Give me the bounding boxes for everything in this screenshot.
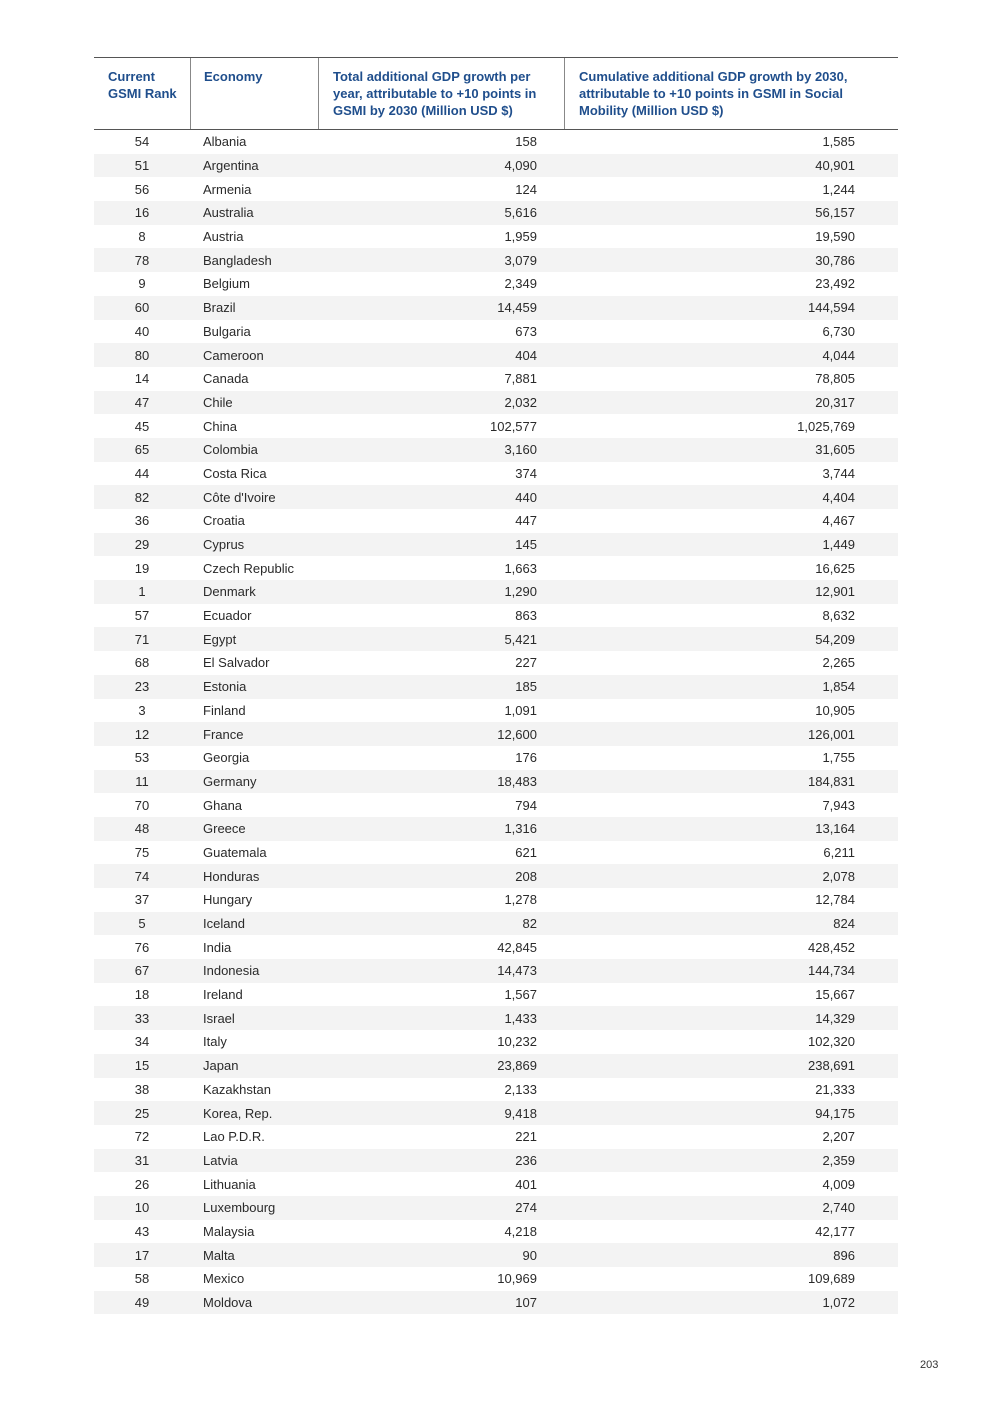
cell-economy: Chile: [203, 394, 233, 410]
table-row: [94, 746, 898, 770]
cell-rank: 51: [134, 158, 150, 174]
cell-cumulative-gdp: 6,211: [823, 844, 855, 860]
cell-annual-gdp: 1,663: [504, 560, 537, 576]
cell-cumulative-gdp: 54,209: [815, 631, 855, 647]
cell-annual-gdp: 274: [515, 1200, 537, 1216]
cell-annual-gdp: 4,218: [504, 1223, 537, 1239]
cell-cumulative-gdp: 13,164: [815, 821, 855, 837]
cell-cumulative-gdp: 7,943: [822, 797, 855, 813]
cell-annual-gdp: 221: [515, 1129, 537, 1145]
cell-cumulative-gdp: 1,854: [822, 679, 855, 695]
cell-cumulative-gdp: 4,044: [822, 347, 855, 363]
cell-rank: 23: [134, 679, 150, 695]
header-economy: Economy: [191, 58, 319, 129]
cell-cumulative-gdp: 23,492: [815, 276, 855, 292]
cell-cumulative-gdp: 102,320: [808, 1034, 855, 1050]
cell-cumulative-gdp: 16,625: [815, 560, 855, 576]
cell-economy: Côte d'Ivoire: [203, 489, 276, 505]
cell-annual-gdp: 1,278: [504, 892, 537, 908]
cell-cumulative-gdp: 4,404: [822, 489, 855, 505]
table-row: [94, 1030, 898, 1054]
cell-cumulative-gdp: 1,449: [822, 537, 855, 553]
cell-cumulative-gdp: 144,594: [808, 300, 855, 316]
cell-economy: Ecuador: [203, 608, 252, 624]
cell-rank: 37: [134, 892, 150, 908]
cell-annual-gdp: 10,969: [497, 1271, 537, 1287]
cell-annual-gdp: 12,600: [497, 726, 537, 742]
cell-rank: 72: [134, 1129, 150, 1145]
cell-annual-gdp: 1,433: [504, 1010, 537, 1026]
cell-rank: 3: [138, 702, 146, 718]
cell-cumulative-gdp: 896: [833, 1247, 855, 1263]
cell-cumulative-gdp: 12,784: [815, 892, 855, 908]
cell-rank: 19: [134, 560, 150, 576]
cell-rank: 48: [134, 821, 150, 837]
table-row: [94, 533, 898, 557]
cell-annual-gdp: 5,421: [504, 631, 537, 647]
cell-cumulative-gdp: 1,025,769: [797, 418, 855, 434]
cell-economy: Latvia: [203, 1152, 238, 1168]
cell-rank: 34: [134, 1034, 150, 1050]
cell-cumulative-gdp: 126,001: [808, 726, 855, 742]
cell-cumulative-gdp: 2,740: [822, 1200, 855, 1216]
table-row: [94, 1267, 898, 1291]
cell-rank: 18: [134, 987, 150, 1003]
cell-economy: Israel: [203, 1010, 235, 1026]
cell-annual-gdp: 447: [515, 513, 537, 529]
cell-economy: Cameroon: [203, 347, 264, 363]
cell-economy: Indonesia: [203, 963, 260, 979]
cell-rank: 10: [134, 1200, 150, 1216]
cell-annual-gdp: 3,160: [504, 442, 537, 458]
cell-rank: 33: [134, 1010, 150, 1026]
gdp-growth-table: [94, 57, 898, 1314]
table-row: [94, 367, 898, 391]
table-row: [94, 272, 898, 296]
table-row: [94, 1172, 898, 1196]
cell-rank: 11: [135, 773, 149, 789]
cell-cumulative-gdp: 8,632: [822, 608, 855, 624]
cell-economy: Belgium: [203, 276, 250, 292]
table-row: [94, 391, 898, 415]
cell-economy: Iceland: [203, 916, 245, 932]
cell-annual-gdp: 145: [515, 537, 537, 553]
cell-economy: Denmark: [203, 584, 256, 600]
cell-rank: 29: [134, 537, 150, 553]
cell-annual-gdp: 863: [515, 608, 537, 624]
cell-rank: 1: [138, 584, 146, 600]
cell-cumulative-gdp: 42,177: [815, 1223, 855, 1239]
table-row: [94, 1101, 898, 1125]
cell-rank: 82: [134, 489, 150, 505]
cell-rank: 25: [134, 1105, 150, 1121]
table-row: [94, 154, 898, 178]
cell-rank: 47: [134, 394, 150, 410]
table-row: [94, 1291, 898, 1315]
cell-cumulative-gdp: 144,734: [808, 963, 855, 979]
cell-cumulative-gdp: 3,744: [822, 465, 855, 481]
cell-rank: 12: [134, 726, 150, 742]
cell-annual-gdp: 2,133: [504, 1081, 537, 1097]
cell-economy: Hungary: [203, 892, 253, 908]
cell-annual-gdp: 4,090: [504, 158, 537, 174]
table-row: [94, 1196, 898, 1220]
cell-cumulative-gdp: 2,078: [822, 868, 855, 884]
table-row: [94, 793, 898, 817]
cell-cumulative-gdp: 2,359: [822, 1152, 855, 1168]
table-row: [94, 414, 898, 438]
cell-economy: Finland: [203, 702, 246, 718]
table-row: [94, 1125, 898, 1149]
cell-economy: Czech Republic: [203, 560, 295, 576]
cell-cumulative-gdp: 109,689: [808, 1271, 855, 1287]
cell-economy: Japan: [203, 1058, 239, 1074]
cell-annual-gdp: 5,616: [504, 205, 537, 221]
cell-cumulative-gdp: 10,905: [815, 702, 855, 718]
cell-cumulative-gdp: 94,175: [815, 1105, 855, 1121]
cell-annual-gdp: 1,091: [504, 702, 537, 718]
cell-rank: 57: [134, 608, 150, 624]
cell-rank: 71: [134, 631, 150, 647]
cell-rank: 9: [138, 276, 146, 292]
cell-rank: 17: [134, 1247, 150, 1263]
table-row: [94, 1054, 898, 1078]
table-row: [94, 959, 898, 983]
cell-annual-gdp: 440: [515, 489, 537, 505]
table-row: [94, 864, 898, 888]
cell-rank: 53: [134, 750, 150, 766]
cell-cumulative-gdp: 56,157: [815, 205, 855, 221]
table-row: [94, 888, 898, 912]
header-rank: Current GSMI Rank: [94, 58, 191, 129]
cell-annual-gdp: 1,316: [504, 821, 537, 837]
cell-rank: 74: [134, 868, 150, 884]
cell-rank: 5: [138, 916, 146, 932]
table-row: [94, 580, 898, 604]
table-row: [94, 722, 898, 746]
cell-rank: 14: [134, 371, 150, 387]
cell-cumulative-gdp: 15,667: [815, 987, 855, 1003]
cell-rank: 38: [134, 1081, 150, 1097]
cell-cumulative-gdp: 30,786: [815, 252, 855, 268]
table-row: [94, 627, 898, 651]
cell-rank: 45: [134, 418, 150, 434]
cell-annual-gdp: 1,959: [504, 229, 537, 245]
cell-cumulative-gdp: 428,452: [808, 939, 855, 955]
cell-annual-gdp: 14,473: [497, 963, 537, 979]
table-row: [94, 248, 898, 272]
cell-cumulative-gdp: 824: [833, 916, 855, 932]
table-row: [94, 1078, 898, 1102]
cell-annual-gdp: 794: [515, 797, 537, 813]
cell-economy: Lao P.D.R.: [203, 1129, 265, 1145]
cell-annual-gdp: 42,845: [497, 939, 537, 955]
cell-cumulative-gdp: 6,730: [822, 323, 855, 339]
table-row: [94, 604, 898, 628]
cell-rank: 78: [134, 252, 150, 268]
cell-annual-gdp: 236: [515, 1152, 537, 1168]
cell-cumulative-gdp: 4,009: [822, 1176, 855, 1192]
cell-annual-gdp: 621: [515, 844, 537, 860]
cell-cumulative-gdp: 19,590: [815, 229, 855, 245]
cell-economy: Armenia: [203, 181, 252, 197]
cell-economy: Moldova: [203, 1295, 253, 1311]
table-row: [94, 841, 898, 865]
table-row: [94, 912, 898, 936]
cell-cumulative-gdp: 1,585: [822, 134, 855, 150]
cell-annual-gdp: 227: [515, 655, 537, 671]
cell-rank: 67: [134, 963, 150, 979]
table-row: [94, 556, 898, 580]
cell-annual-gdp: 401: [515, 1176, 537, 1192]
cell-annual-gdp: 2,349: [504, 276, 537, 292]
table-row: [94, 225, 898, 249]
cell-annual-gdp: 102,577: [490, 418, 537, 434]
table-row: [94, 509, 898, 533]
cell-cumulative-gdp: 238,691: [808, 1058, 855, 1074]
table-row: [94, 675, 898, 699]
cell-rank: 75: [134, 844, 150, 860]
cell-annual-gdp: 82: [522, 916, 537, 932]
header-cumulative-gdp: Cumulative additional GDP growth by 2030, attributable to +10 points in GSMI in Social Mobility (Million USD $): [579, 69, 848, 118]
cell-economy: Austria: [203, 229, 244, 245]
table-row: [94, 770, 898, 794]
cell-economy: Costa Rica: [203, 465, 267, 481]
cell-rank: 54: [134, 134, 150, 150]
table-row: [94, 817, 898, 841]
cell-cumulative-gdp: 2,265: [822, 655, 855, 671]
table-row: [94, 130, 898, 154]
cell-economy: Honduras: [203, 868, 260, 884]
cell-annual-gdp: 374: [515, 465, 537, 481]
table-row: [94, 1149, 898, 1173]
cell-annual-gdp: 7,881: [504, 371, 537, 387]
cell-rank: 68: [134, 655, 150, 671]
cell-economy: Egypt: [203, 631, 237, 647]
cell-economy: Australia: [203, 205, 254, 221]
cell-economy: China: [203, 418, 237, 434]
cell-economy: Ghana: [203, 797, 243, 813]
cell-economy: Ireland: [203, 987, 243, 1003]
cell-economy: Mexico: [203, 1271, 245, 1287]
cell-annual-gdp: 3,079: [504, 252, 537, 268]
cell-rank: 49: [134, 1295, 150, 1311]
table-row: [94, 1243, 898, 1267]
table-row: [94, 983, 898, 1007]
cell-economy: Italy: [203, 1034, 227, 1050]
table-row: [94, 485, 898, 509]
cell-rank: 80: [134, 347, 150, 363]
cell-cumulative-gdp: 40,901: [815, 158, 855, 174]
cell-cumulative-gdp: 14,329: [815, 1010, 855, 1026]
cell-economy: Argentina: [203, 158, 259, 174]
cell-economy: Malaysia: [203, 1223, 255, 1239]
cell-cumulative-gdp: 12,901: [815, 584, 855, 600]
cell-rank: 8: [138, 229, 146, 245]
cell-economy: Albania: [203, 134, 247, 150]
cell-annual-gdp: 158: [515, 134, 537, 150]
table-row: [94, 935, 898, 959]
cell-annual-gdp: 185: [515, 679, 537, 695]
cell-economy: Malta: [203, 1247, 235, 1263]
cell-annual-gdp: 23,869: [497, 1058, 537, 1074]
cell-rank: 16: [134, 205, 150, 221]
cell-annual-gdp: 176: [515, 750, 537, 766]
table-row: [94, 438, 898, 462]
table-row: [94, 699, 898, 723]
cell-cumulative-gdp: 31,605: [815, 442, 855, 458]
cell-economy: Lithuania: [203, 1176, 256, 1192]
table-row: [94, 1220, 898, 1244]
cell-cumulative-gdp: 1,755: [822, 750, 855, 766]
cell-rank: 58: [134, 1271, 150, 1287]
table-row: [94, 201, 898, 225]
cell-annual-gdp: 673: [515, 323, 537, 339]
cell-annual-gdp: 107: [515, 1295, 537, 1311]
cell-economy: India: [203, 939, 232, 955]
cell-rank: 43: [134, 1223, 150, 1239]
cell-economy: Kazakhstan: [203, 1081, 271, 1097]
table-row: [94, 462, 898, 486]
cell-rank: 15: [134, 1058, 150, 1074]
cell-rank: 76: [134, 939, 150, 955]
cell-annual-gdp: 14,459: [497, 300, 537, 316]
cell-annual-gdp: 18,483: [497, 773, 537, 789]
table-body: [94, 130, 898, 1314]
cell-annual-gdp: 1,290: [504, 584, 537, 600]
cell-annual-gdp: 404: [515, 347, 537, 363]
cell-rank: 65: [134, 442, 150, 458]
cell-rank: 70: [134, 797, 150, 813]
table-row: [94, 296, 898, 320]
table-row: [94, 1006, 898, 1030]
cell-rank: 60: [134, 300, 150, 316]
cell-economy: Luxembourg: [203, 1200, 276, 1216]
cell-cumulative-gdp: 4,467: [822, 513, 855, 529]
cell-economy: Brazil: [203, 300, 236, 316]
table-row: [94, 343, 898, 367]
cell-annual-gdp: 9,418: [504, 1105, 537, 1121]
cell-economy: Georgia: [203, 750, 250, 766]
cell-economy: Bulgaria: [203, 323, 251, 339]
table-row: [94, 177, 898, 201]
header-annual-gdp: Total additional GDP growth per year, attributable to +10 points in GSMI by 2030 (Million USD $): [319, 58, 565, 129]
cell-economy: Guatemala: [203, 844, 267, 860]
cell-cumulative-gdp: 2,207: [822, 1129, 855, 1145]
cell-rank: 56: [134, 181, 150, 197]
cell-economy: Greece: [203, 821, 246, 837]
cell-annual-gdp: 10,232: [497, 1034, 537, 1050]
cell-economy: Cyprus: [203, 537, 245, 553]
table-row: [94, 320, 898, 344]
cell-annual-gdp: 124: [515, 181, 537, 197]
cell-annual-gdp: 90: [522, 1247, 537, 1263]
cell-rank: 44: [134, 465, 150, 481]
cell-economy: El Salvador: [203, 655, 270, 671]
cell-economy: France: [203, 726, 244, 742]
cell-cumulative-gdp: 1,072: [822, 1295, 855, 1311]
cell-annual-gdp: 1,567: [504, 987, 537, 1003]
cell-economy: Bangladesh: [203, 252, 272, 268]
cell-rank: 36: [134, 513, 150, 529]
cell-cumulative-gdp: 1,244: [822, 181, 855, 197]
cell-cumulative-gdp: 21,333: [815, 1081, 855, 1097]
cell-economy: Croatia: [203, 513, 245, 529]
cell-cumulative-gdp: 78,805: [815, 371, 855, 387]
cell-rank: 31: [134, 1152, 150, 1168]
cell-annual-gdp: 2,032: [504, 394, 537, 410]
table-row: [94, 651, 898, 675]
cell-annual-gdp: 208: [515, 868, 537, 884]
cell-economy: Canada: [203, 371, 249, 387]
cell-economy: Colombia: [203, 442, 258, 458]
cell-cumulative-gdp: 184,831: [808, 773, 855, 789]
cell-rank: 26: [134, 1176, 150, 1192]
table-header: [94, 57, 898, 130]
cell-economy: Korea, Rep.: [203, 1105, 273, 1121]
page-number: 203: [920, 1359, 939, 1371]
cell-economy: Estonia: [203, 679, 247, 695]
cell-economy: Germany: [203, 773, 257, 789]
cell-cumulative-gdp: 20,317: [815, 394, 855, 410]
cell-rank: 40: [134, 323, 150, 339]
